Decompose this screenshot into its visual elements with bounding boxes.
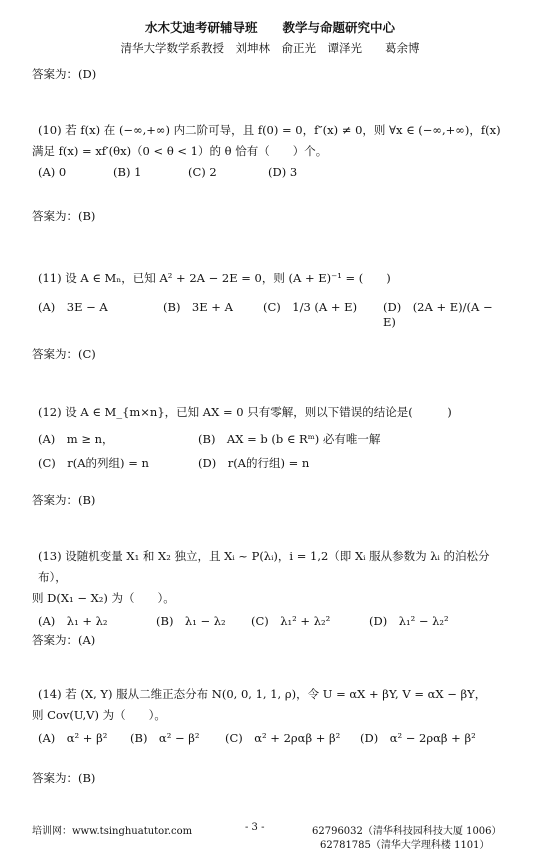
question-13-options bbox=[38, 613, 508, 629]
question-12 bbox=[38, 402, 508, 475]
option-c: (C) 1/3 (A + E) bbox=[263, 300, 358, 314]
question-10 bbox=[32, 120, 508, 179]
question-13 bbox=[32, 546, 508, 629]
question-13-stem-line1: (13) 设随机变量 X₁ 和 X₂ 独立，且 Xᵢ ~ P(λᵢ)，i = 1,2（即 Xᵢ 服从参数为 λᵢ 的泊松分布）， bbox=[38, 549, 490, 584]
option-b: (B) AX = b (b ∈ Rᵐ) 必有唯一解 bbox=[198, 432, 381, 446]
question-11-options bbox=[38, 299, 508, 329]
question-14-stem-line2: 则 Cov(U,V) 为（ ）。 bbox=[32, 708, 166, 722]
footer-phone-1: 62796032（清华科技园科技大厦 1006） bbox=[312, 826, 502, 837]
option-b: (B) 3E + A bbox=[163, 300, 233, 314]
footer-website: 培训网：www.tsinghuatutor.com bbox=[32, 826, 193, 837]
option-c: (C) α² + 2ραβ + β² bbox=[225, 731, 341, 745]
option-d: (D) r(A的行组) = n bbox=[198, 456, 310, 470]
option-b: (B) 1 bbox=[113, 165, 142, 179]
header-title: 水木艾迪考研辅导班 教学与命题研究中心 bbox=[144, 20, 395, 35]
option-d: (D) 3 bbox=[268, 165, 298, 179]
question-12-options bbox=[38, 427, 508, 475]
option-c: (C) 2 bbox=[188, 165, 217, 179]
option-a: (A) 3E − A bbox=[38, 300, 108, 314]
option-c: (C) r(A的列组) = n bbox=[38, 456, 149, 470]
option-c: (C) λ₁² + λ₂² bbox=[251, 614, 331, 628]
question-14 bbox=[32, 684, 508, 746]
question-12-stem: (12) 设 A ∈ M_{m×n}，已知 AX = 0 只有零解，则以下错误的结论是( ) bbox=[38, 405, 452, 419]
option-a: (A) m ≥ n， bbox=[38, 432, 114, 446]
answer-11: 答案为：(C) bbox=[32, 347, 96, 361]
option-a: (A) α² + β² bbox=[38, 731, 108, 745]
option-a: (A) 0 bbox=[38, 165, 67, 179]
answer-14: 答案为：(B) bbox=[32, 771, 96, 785]
question-10-stem-line2: 满足 f(x) = xf′(θx)（0 < θ < 1）的 θ 恰有（ ）个。 bbox=[32, 144, 328, 158]
answer-previous: 答案为：(D) bbox=[32, 67, 97, 81]
header-authors: 清华大学数学系教授 刘坤林 俞正光 谭泽光 葛余博 bbox=[120, 41, 420, 55]
question-14-stem-line1: (14) 若 (X, Y) 服从二维正态分布 N(0, 0, 1, 1, ρ)，令 U = αX + βY, V = αX − βY， bbox=[38, 687, 487, 701]
answer-10: 答案为：(B) bbox=[32, 209, 96, 223]
option-d: (D) α² − 2ραβ + β² bbox=[360, 731, 476, 745]
question-11 bbox=[38, 268, 508, 329]
answer-12: 答案为：(B) bbox=[32, 493, 96, 507]
question-10-stem-line1: (10) 若 f(x) 在 (−∞,+∞) 内二阶可导，且 f(0) = 0，f″(x) ≠ 0，则 ∀x ∈ (−∞,+∞)，f(x) bbox=[38, 123, 501, 137]
option-b: (B) λ₁ − λ₂ bbox=[156, 614, 226, 628]
footer-phone-2: 62781785（清华大学理科楼 1101） bbox=[320, 840, 490, 851]
question-14-options bbox=[38, 730, 508, 746]
option-d: (D) λ₁² − λ₂² bbox=[369, 614, 449, 628]
footer-page-number: - 3 - bbox=[245, 822, 265, 833]
option-a: (A) λ₁ + λ₂ bbox=[38, 614, 108, 628]
answer-13: 答案为：(A) bbox=[32, 633, 96, 647]
option-d: (D) (2A + E)/(A − E) bbox=[383, 300, 493, 329]
question-13-stem-line2: 则 D(X₁ − X₂) 为（ ）。 bbox=[32, 591, 175, 605]
question-11-stem: (11) 设 A ∈ Mₙ，已知 A² + 2A − 2E = 0，则 (A + E)⁻¹ = ( ) bbox=[38, 271, 391, 285]
question-10-options bbox=[38, 165, 508, 179]
option-b: (B) α² − β² bbox=[130, 731, 200, 745]
